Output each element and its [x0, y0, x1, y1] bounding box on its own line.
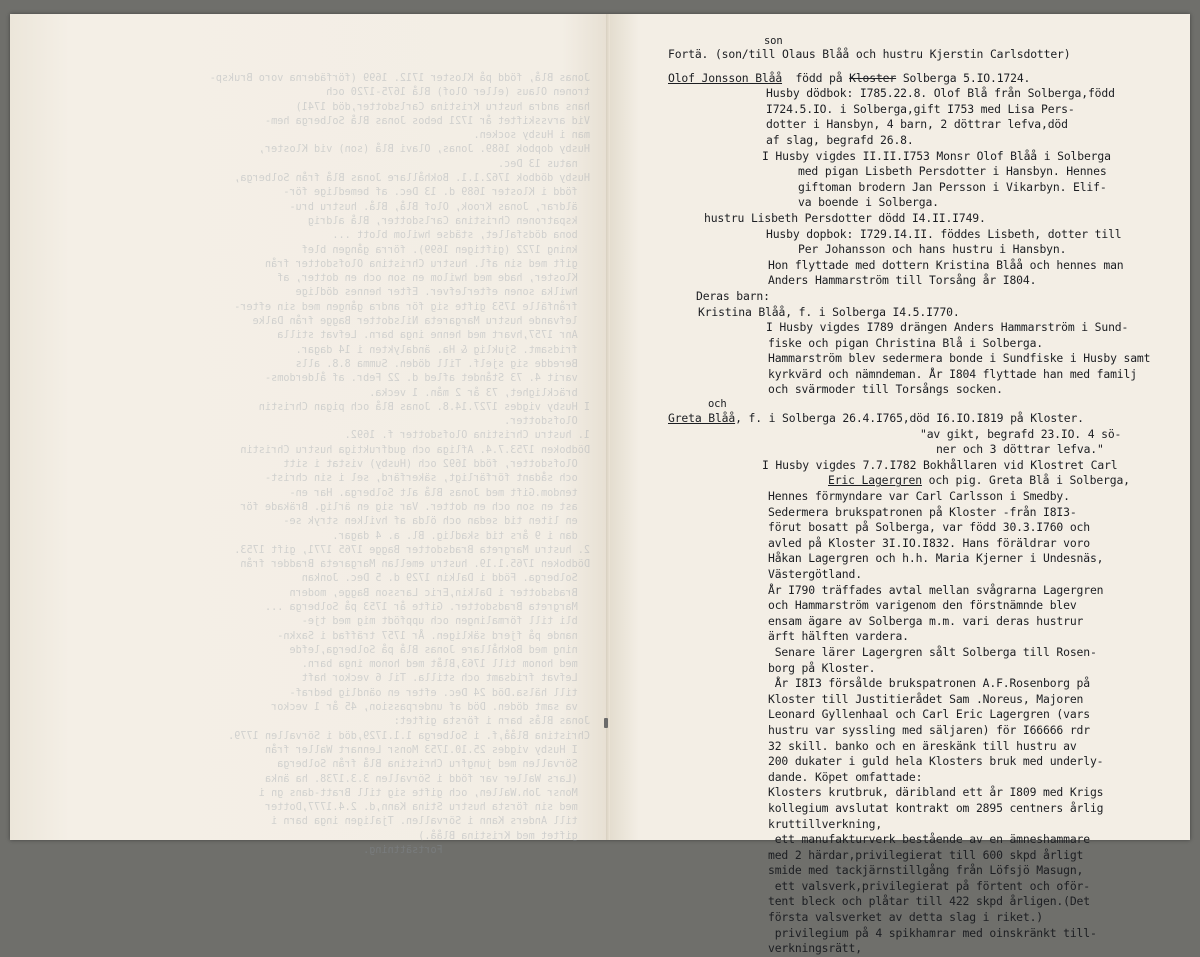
ghost-line: Jonas Blå, född på Kloster 1712. 1699 (förfäderna voro Bruksp- [209, 73, 590, 84]
ghost-line: en liten tid sedan och ölda af hvilken stryk se- [283, 516, 590, 528]
ghost-line: I Husby vigdes 25.10.1753 Monsr Lennart Waller från [264, 744, 590, 756]
text-line: avled på Kloster 3I.IO.I832. Hans föräldrar voro [768, 535, 1090, 550]
ghost-line: hans andra hustru Kristina Carlsdotter,död 1741) [295, 101, 590, 113]
text-line: 32 skill. banko och en äreskänk till hustru av [768, 738, 1077, 753]
text-line: I Husby vigdes II.II.I753 Monsr Olof Blåå i Solberga [762, 148, 1111, 163]
ghost-line: Olofsdotter, född 1692 och (Husby) vistat i sitt [283, 459, 590, 471]
text-line: dotter i Hansbyn, 4 barn, 2 döttrar lefva,död [766, 117, 1068, 132]
ghost-line: Monsr Joh.Wallen, och gifte sig till Bratt-dans gn i [258, 787, 590, 799]
text-line: borg på Kloster. [768, 660, 876, 675]
ghost-line: hwilka sonen efterlefver. Efter hennes dödlige [295, 287, 590, 299]
ghost-line: natus 13 Dec. [497, 158, 590, 170]
ghost-line: Beredde sig sjelf. Till döden. Summa 8.8. alls [295, 358, 590, 370]
text-line: Håkan Lagergren och h.h. Maria Kjerner i Undesnäs, [768, 551, 1104, 566]
ghost-line: bli till förmalingen och uppfödt mig med tje- [301, 616, 590, 628]
text-line: År I8I3 försålde brukspatronen A.F.Rosenborg på [768, 676, 1090, 691]
ghost-line: fridsamt. Sjuklig & Ha. ändalykten i 14 dagar. [295, 344, 590, 356]
text-line: Anders Hammarström till Torsång år I804. [768, 273, 1037, 288]
text-line: verkningsrätt, [768, 941, 862, 956]
text-line: tent bleck och plåtar till 422 skpd årligen.(Det [768, 894, 1090, 909]
ghost-line: I Husby vigdes 1727.14.8. Jonas Blå och pigan Christin [258, 401, 590, 413]
ghost-line: till Anders Kann i Sörvallen. Tjaligen inga barn i [271, 816, 590, 828]
text-line: Husby dödbok: I785.22.8. Olof Blå från Solberga,född [766, 86, 1115, 101]
ghost-line: med honom till 1763,Blåt med honom inga barn. [301, 659, 590, 671]
text-line: ett valsverk,privilegierat på förtent och oför- [768, 878, 1090, 893]
text-line: "av gikt, begrafd 23.IO. 4 sö- [920, 426, 1122, 441]
ghost-line: bräcklighet, 73 år 2 mån. 1 vecka. [369, 387, 590, 399]
text-line: 200 dukater i guld hela Klosters bruk med underly- [768, 754, 1104, 769]
ghost-line: tendom.Gift med Jonas Blå alt Solberga. Har en- [289, 487, 590, 499]
ghost-line: Dödboken 1765.1.19. hustru emellan Margareta Bradder från [240, 559, 590, 571]
text-line: och Hammarström varigenom den förstnämnde blev [768, 598, 1077, 613]
ghost-line: och sådant förfärligt, säkerfärd, sel i sin christ- [264, 473, 590, 485]
entry-greta-name: Greta Blåå [668, 411, 736, 426]
entry-greta: Greta Blåå, f. i Solberga 26.4.I765,död I6.IO.I819 på Kloster. [668, 411, 1084, 426]
text-line: med pigan Lisbeth Persdotter i Hansbyn. Hennes [798, 164, 1107, 179]
text-line: Klosters krutbruk, däribland ett år I809 med Krigs [768, 785, 1104, 800]
text-line: ner och 3 döttrar lefva." [936, 442, 1104, 457]
ghost-line: Bradsdotter i Dalkin,Eric Larsson Bagge, modern [289, 587, 590, 599]
ghost-line: Olofsdotter. [504, 416, 590, 428]
ghost-line: Christina Blåå,f. i Solberga 1.1.1729,död i Sörvallen 1779. [228, 730, 590, 742]
text-line: dande. Köpet omfattade: [768, 769, 923, 784]
och-insertion: och [708, 398, 727, 411]
married-line: I Husby vigdes 7.7.I782 Bokhållaren vid Klostret Carl [762, 457, 1118, 472]
text-line: förut bosatt på Solberga, var född 30.3.I760 och [768, 520, 1090, 535]
text-line: Leonard Gyllenhaal och Carl Eric Lagergren (vars [768, 707, 1090, 722]
ghost-line: Kloster, hade med hwilom en son och en dotter, af [277, 273, 590, 285]
ghost-line: bona dödsfallet, städse hwilom blott ... [332, 230, 590, 242]
text-line: privilegium på 4 spikhamrar med oinskränkt till- [768, 925, 1097, 940]
struck-text: Kloster [849, 70, 897, 85]
ghost-line: Sörvallen med jungfru Christina Blå från Solberga [277, 759, 590, 771]
binding-staple-mark [604, 718, 608, 728]
ghost-line: 2. hustru Margreta Bradsdotter Bagge 1765 1771, gift 1753. [234, 544, 590, 556]
text-line: Kristina Blåå, f. i Solberga I4.5.I770. [698, 304, 960, 319]
text-line: Husby dopbok: I729.I4.II. föddes Lisbeth, dotter till [766, 226, 1122, 241]
text-line: fiske och pigan Christina Blå i Solberga. [768, 335, 1044, 350]
ghost-line: varit 4. 73 Ståndet afled d. 22 Febr. af ålderdoms- [264, 373, 590, 385]
children-heading: Deras barn: [696, 288, 770, 303]
text-line: smide med tackjärnstillgång från Löfsjö Masugn, [768, 863, 1084, 878]
ghost-line: Lefvat fridsamt och stilla. Til 6 veckor haft [301, 673, 590, 685]
text-line: första valsverket av detta slag i riket.) [768, 910, 1044, 925]
text-line: giftoman brodern Jan Persson i Vikarbyn. Elif- [798, 179, 1107, 194]
text-line: ensam ägare av Solberga m.m. vari deras hustrur [768, 613, 1084, 628]
ghost-line: Husby dopbok 1689. Jonas, Olavi Blå (son) vid Kloster, [258, 144, 590, 156]
text-line: kruttillverkning, [768, 816, 883, 831]
right-page-text [668, 35, 1151, 957]
text-line: kyrkvärd och nämndeman. År I804 flyttade han med familj [768, 366, 1137, 381]
left-page-show-through-text [30, 72, 590, 858]
ghost-line: gift med sin afl. hustru Christina Olofsdotter från [264, 258, 590, 270]
text-line: Hennes förmyndare var Carl Carlsson i Smedby. [768, 489, 1070, 504]
text-line: Hon flyttade med dottern Kristina Blåå och hennes man [768, 257, 1124, 272]
text-line: va boende i Solberga. [798, 195, 939, 210]
ghost-line: till hälsa.Död 24 Dec. efter en oändlig bedraf- [289, 687, 590, 699]
text-line: Hammarström blev sedermera bonde i Sundfiske i Husby samt [768, 351, 1151, 366]
ghost-line: (Lars Waller var född i Sörvallen 3.3.1738. ha änka [264, 773, 590, 785]
ghost-line: Anr 1757,hvart med henne inga barn. Lefvat stilla [277, 330, 590, 342]
text-line: kollegium avslutat kontrakt om 2895 centners årlig [768, 800, 1104, 815]
ghost-line: Husby dödbok 1762.1.1. Bokhållare Jonas Blå från Solberga, [234, 173, 590, 185]
text-line: med 2 härdar,privilegierat till 600 skpd årligt [768, 847, 1084, 862]
ghost-line: kspatronen Christina Carlsdotter, Blå aldrig [301, 215, 590, 227]
entry-olof-name: Olof Jonsson Blåå [668, 70, 783, 85]
ghost-line: ast en son och en dotter. Var sig en ärlig. Bräkade för [240, 501, 590, 513]
ghost-line: dan i 9 års tid skadlig. Bl. a. 4 dagar. [332, 530, 590, 542]
ghost-line: ning med Bokhållare Jonas Blå på Solberga,lefde [289, 644, 590, 656]
ghost-line: med sin första hustru Stina Kann,d. 2.4.1777,Dotter [264, 802, 590, 814]
left-page [10, 14, 610, 857]
header-line: Fortä. (son/till Olaus Blåå och hustru Kjerstin Carlsdotter) [668, 47, 1071, 61]
ghost-line: Dödboken 1753.7.4. Afliga och gudfruktiga hustru Christin [240, 444, 590, 456]
header-insertion: son [764, 35, 783, 47]
ghost-line: lefvande hustru Margareta Nilsdotter Bagge från Dalke [252, 316, 590, 328]
text-line: År I790 träffades avtal mellan svågrarna Lagergren [768, 582, 1104, 597]
text-line: Västergötland. [768, 567, 862, 581]
ghost-line: man i Husby socken. [473, 130, 590, 142]
ghost-line: född i Kloster 1689 d. 13 Dec. af bemedlige för- [283, 187, 590, 199]
text-line: Kloster till Justitierådet Sam .Noreus, Majoren [768, 691, 1084, 706]
wife-line: hustru Lisbeth Persdotter dödd I4.II.I749. [704, 210, 986, 225]
ghost-line: va samt döden. Död af underpassion, 45 år 1 veckor [271, 702, 590, 714]
text-line: och svärmoder till Torsångs socken. [768, 382, 1003, 397]
ghost-line: tronen Olaus (eller Olof) Blå 1675-1720 och [326, 87, 590, 99]
text-line: I724.5.IO. i Solberga,gift I753 med Lisa Pers- [766, 101, 1075, 116]
ghost-line: kning 1722 (giftigen 1699). förra gången blef [301, 244, 590, 256]
text-block [668, 489, 1148, 957]
ghost-line: äldrar, Jonas Krook, Olof Blå, Blå. hustru bru- [289, 201, 590, 213]
entry-olof: Olof Jonsson Blåå född på Kloster Solberga 5.IO.1724. [668, 70, 1031, 85]
ghost-line: Jonas Blås barn i första giftet: [393, 716, 590, 728]
ghost-line: nande på fjerd säkligen. År 1757 träffad i Saxkn- [277, 630, 590, 642]
text-line: Sedermera brukspatronen på Kloster -från I8I3- [768, 504, 1077, 519]
text-line: Senare lärer Lagergren sålt Solberga till Rosen- [768, 644, 1097, 659]
text-line: af slag, begrafd 26.8. [766, 132, 914, 147]
ghost-line: giftet med Kristina Blåå.) [418, 830, 590, 842]
ghost-line: Fortsättning. [363, 845, 590, 857]
ghost-line: frånfälle 1753 gifte sig för andra gången med sin efter- [234, 301, 590, 313]
ghost-line: Vid arvsskiftet år 1721 bebos Jonas Blå Solberga hem- [264, 115, 590, 127]
text-line: ett manufakturverk bestående av en ämneshammare [768, 832, 1090, 847]
married-line-2: Eric Lagergren och pig. Greta Blå i Solberga, [828, 473, 1130, 488]
text-line: ärft hälften vardera. [768, 629, 909, 644]
text-line: Per Johansson och hans hustru i Hansbyn. [798, 242, 1067, 257]
text-line: hustru var syssling med säljaren) för I66666 rdr [768, 722, 1090, 737]
ghost-line: Solberga. Född i Dalkin 1729 d. 5 Dec. Jonkan [301, 573, 590, 585]
ghost-line: 1. hustru Christina Olofsdotter f. 1692. [344, 430, 590, 442]
ghost-line: Margreta Bradsdotter. Gifte år 1753 på Solberga ... [264, 601, 590, 613]
text-line: I Husby vigdes I789 drängen Anders Hammarström i Sund- [766, 320, 1129, 335]
